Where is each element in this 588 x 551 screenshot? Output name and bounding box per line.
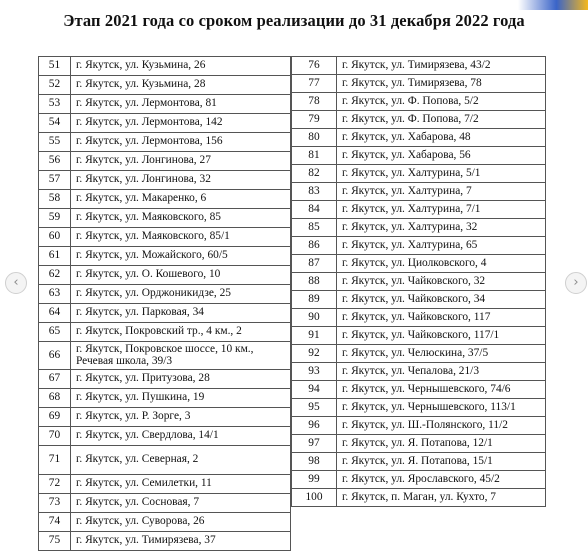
row-number: 89 xyxy=(292,291,337,309)
table-row xyxy=(292,273,546,291)
address-table-right xyxy=(291,56,546,507)
address-cell: г. Якутск, ул. Чепалова, 21/3 xyxy=(337,363,546,381)
address-cell: г. Якутск, ул. Тимирязева, 78 xyxy=(337,75,546,93)
table-row xyxy=(292,147,546,165)
address-cell: г. Якутск, ул. Халтурина, 5/1 xyxy=(337,165,546,183)
table-row xyxy=(292,75,546,93)
row-number: 57 xyxy=(39,171,71,190)
table-row xyxy=(292,417,546,435)
table-row xyxy=(292,201,546,219)
address-cell: г. Якутск, ул. Чернышевского, 113/1 xyxy=(337,399,546,417)
table-row xyxy=(292,237,546,255)
row-number: 53 xyxy=(39,95,71,114)
address-cell: г. Якутск, ул. Халтурина, 32 xyxy=(337,219,546,237)
row-number: 60 xyxy=(39,228,71,247)
table-row xyxy=(292,111,546,129)
row-number: 85 xyxy=(292,219,337,237)
address-cell: г. Якутск, ул. Северная, 2 xyxy=(71,446,291,475)
row-number: 68 xyxy=(39,389,71,408)
previous-slide-button[interactable] xyxy=(5,272,27,294)
row-number: 52 xyxy=(39,76,71,95)
address-cell: г. Якутск, ул. Притузова, 28 xyxy=(71,370,291,389)
row-number: 62 xyxy=(39,266,71,285)
row-number: 94 xyxy=(292,381,337,399)
row-number: 93 xyxy=(292,363,337,381)
address-cell: г. Якутск, ул. Хабарова, 48 xyxy=(337,129,546,147)
address-cell: г. Якутск, ул. Ф. Попова, 5/2 xyxy=(337,93,546,111)
table-row xyxy=(39,95,291,114)
table-row xyxy=(292,489,546,507)
address-cell: г. Якутск, ул. Лермонтова, 142 xyxy=(71,114,291,133)
row-number: 84 xyxy=(292,201,337,219)
row-number: 86 xyxy=(292,237,337,255)
address-cell: г. Якутск, ул. Свердлова, 14/1 xyxy=(71,427,291,446)
address-cell: г. Якутск, ул. Маяковского, 85/1 xyxy=(71,228,291,247)
address-cell: г. Якутск, ул. Чернышевского, 74/6 xyxy=(337,381,546,399)
address-cell: г. Якутск, ул. Чайковского, 34 xyxy=(337,291,546,309)
address-cell: г. Якутск, ул. Чайковского, 32 xyxy=(337,273,546,291)
address-cell xyxy=(71,342,291,370)
address-cell: г. Якутск, ул. Кузьмина, 26 xyxy=(71,57,291,76)
address-cell: г. Якутск, ул. Тимирязева, 43/2 xyxy=(337,57,546,75)
row-number: 66 xyxy=(39,342,71,370)
address-cell: г. Якутск, ул. Суворова, 26 xyxy=(71,513,291,532)
table-row xyxy=(292,183,546,201)
table-row xyxy=(39,152,291,171)
address-cell: г. Якутск, ул. Тимирязева, 37 xyxy=(71,532,291,551)
row-number: 87 xyxy=(292,255,337,273)
row-number: 51 xyxy=(39,57,71,76)
table-row xyxy=(292,291,546,309)
corner-accent-stripe xyxy=(518,0,588,10)
table-row xyxy=(39,114,291,133)
address-cell: г. Якутск, ул. Ш.-Полянского, 11/2 xyxy=(337,417,546,435)
address-cell: г. Якутск, п. Маган, ул. Кухто, 7 xyxy=(337,489,546,507)
table-row xyxy=(39,285,291,304)
row-number: 81 xyxy=(292,147,337,165)
row-number: 82 xyxy=(292,165,337,183)
table-row xyxy=(39,494,291,513)
address-line: г. Якутск, Покровское шоссе, 10 км., xyxy=(76,342,254,355)
row-number: 78 xyxy=(292,93,337,111)
table-row xyxy=(39,446,291,475)
row-number: 70 xyxy=(39,427,71,446)
table-row xyxy=(39,304,291,323)
row-number: 56 xyxy=(39,152,71,171)
row-number: 75 xyxy=(39,532,71,551)
page-title: Этап 2021 года со сроком реализации до 31 декабря 2022 года xyxy=(63,11,525,30)
address-cell: г. Якутск, ул. Челюскина, 37/5 xyxy=(337,345,546,363)
address-cell: г. Якутск, ул. Чайковского, 117 xyxy=(337,309,546,327)
row-number: 59 xyxy=(39,209,71,228)
address-cell: г. Якутск, ул. Лермонтова, 81 xyxy=(71,95,291,114)
row-number: 74 xyxy=(39,513,71,532)
row-number: 100 xyxy=(292,489,337,507)
row-number: 77 xyxy=(292,75,337,93)
chevron-right-icon: › xyxy=(573,275,579,290)
row-number: 55 xyxy=(39,133,71,152)
address-line: Речевая школа, 39/3 xyxy=(76,354,173,367)
table-row xyxy=(39,228,291,247)
table-row xyxy=(292,57,546,75)
address-cell: г. Якутск, ул. Р. Зорге, 3 xyxy=(71,408,291,427)
table-row xyxy=(39,171,291,190)
table-row xyxy=(292,327,546,345)
address-cell: г. Якутск, ул. О. Кошевого, 10 xyxy=(71,266,291,285)
row-number: 76 xyxy=(292,57,337,75)
table-row xyxy=(39,247,291,266)
row-number: 95 xyxy=(292,399,337,417)
next-slide-button[interactable] xyxy=(565,272,587,294)
row-number: 54 xyxy=(39,114,71,133)
row-number: 64 xyxy=(39,304,71,323)
table-row xyxy=(39,76,291,95)
row-number: 79 xyxy=(292,111,337,129)
row-number: 83 xyxy=(292,183,337,201)
table-row xyxy=(292,309,546,327)
address-cell: г. Якутск, ул. Хабарова, 56 xyxy=(337,147,546,165)
address-table-left xyxy=(38,56,291,551)
table-row xyxy=(39,427,291,446)
address-cell: г. Якутск, ул. Сосновая, 7 xyxy=(71,494,291,513)
row-number: 90 xyxy=(292,309,337,327)
address-cell: г. Якутск, ул. Халтурина, 7 xyxy=(337,183,546,201)
address-cell: г. Якутск, ул. Можайского, 60/5 xyxy=(71,247,291,266)
address-cell: г. Якутск, ул. Парковая, 34 xyxy=(71,304,291,323)
row-number: 97 xyxy=(292,435,337,453)
table-row xyxy=(39,408,291,427)
row-number: 71 xyxy=(39,446,71,475)
table-row xyxy=(292,399,546,417)
table-row xyxy=(292,453,546,471)
address-cell: г. Якутск, ул. Я. Потапова, 15/1 xyxy=(337,453,546,471)
table-row xyxy=(292,93,546,111)
row-number: 88 xyxy=(292,273,337,291)
row-number: 72 xyxy=(39,475,71,494)
table-row xyxy=(292,129,546,147)
address-cell: г. Якутск, ул. Кузьмина, 28 xyxy=(71,76,291,95)
address-cell: г. Якутск, ул. Ф. Попова, 7/2 xyxy=(337,111,546,129)
table-row xyxy=(39,513,291,532)
address-cell: г. Якутск, ул. Лонгинова, 32 xyxy=(71,171,291,190)
table-row xyxy=(39,342,291,370)
row-number: 67 xyxy=(39,370,71,389)
table-row xyxy=(39,370,291,389)
address-cell: г. Якутск, ул. Чайковского, 117/1 xyxy=(337,327,546,345)
address-cell: г. Якутск, ул. Орджоникидзе, 25 xyxy=(71,285,291,304)
table-row xyxy=(39,266,291,285)
table-row xyxy=(292,345,546,363)
address-cell: г. Якутск, ул. Я. Потапова, 12/1 xyxy=(337,435,546,453)
address-cell: г. Якутск, ул. Маяковского, 85 xyxy=(71,209,291,228)
row-number: 98 xyxy=(292,453,337,471)
address-cell: г. Якутск, ул. Макаренко, 6 xyxy=(71,190,291,209)
table-row xyxy=(39,389,291,408)
address-cell: г. Якутск, ул. Халтурина, 7/1 xyxy=(337,201,546,219)
table-row xyxy=(39,57,291,76)
address-cell: г. Якутск, ул. Семилетки, 11 xyxy=(71,475,291,494)
table-row xyxy=(292,255,546,273)
row-number: 99 xyxy=(292,471,337,489)
row-number: 91 xyxy=(292,327,337,345)
row-number: 80 xyxy=(292,129,337,147)
row-number: 61 xyxy=(39,247,71,266)
row-number: 65 xyxy=(39,323,71,342)
table-row xyxy=(292,471,546,489)
table-row xyxy=(292,219,546,237)
row-number: 96 xyxy=(292,417,337,435)
table-row xyxy=(292,165,546,183)
table-row xyxy=(39,133,291,152)
table-row xyxy=(39,532,291,551)
row-number: 92 xyxy=(292,345,337,363)
table-row xyxy=(39,475,291,494)
address-cell: г. Якутск, ул. Пушкина, 19 xyxy=(71,389,291,408)
table-row xyxy=(292,435,546,453)
row-number: 58 xyxy=(39,190,71,209)
table-row xyxy=(292,363,546,381)
address-cell: г. Якутск, ул. Ярославского, 45/2 xyxy=(337,471,546,489)
row-number: 69 xyxy=(39,408,71,427)
address-cell: г. Якутск, Покровский тр., 4 км., 2 xyxy=(71,323,291,342)
row-number: 73 xyxy=(39,494,71,513)
address-cell: г. Якутск, ул. Лермонтова, 156 xyxy=(71,133,291,152)
table-row xyxy=(39,190,291,209)
address-cell: г. Якутск, ул. Лонгинова, 27 xyxy=(71,152,291,171)
chevron-left-icon: ‹ xyxy=(13,275,19,290)
table-row xyxy=(292,381,546,399)
address-cell: г. Якутск, ул. Халтурина, 65 xyxy=(337,237,546,255)
row-number: 63 xyxy=(39,285,71,304)
address-cell: г. Якутск, ул. Циолковского, 4 xyxy=(337,255,546,273)
table-row xyxy=(39,323,291,342)
table-row xyxy=(39,209,291,228)
